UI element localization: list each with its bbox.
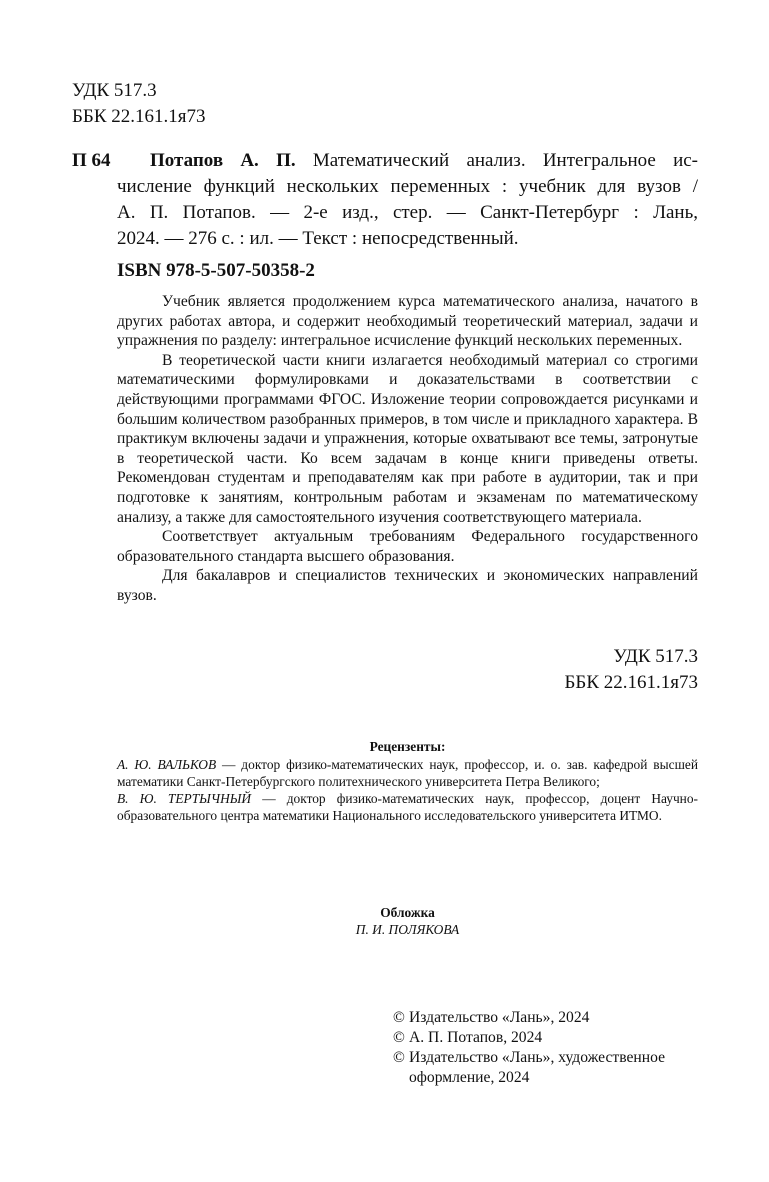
udk-code: УДК 517.3 xyxy=(613,646,698,667)
classification-top xyxy=(72,78,205,130)
bibliographic-entry xyxy=(72,148,698,252)
reviewer-name: В. Ю. ТЕРТЫЧНЫЙ xyxy=(117,791,252,806)
copyright-line xyxy=(393,1048,665,1068)
bbk-code: ББК 22.161.1я73 xyxy=(564,672,698,693)
author-mark: П 64 xyxy=(72,150,111,171)
author-name: Потапов А. П. xyxy=(150,150,296,171)
bbk-code: ББК 22.161.1я73 xyxy=(72,106,206,127)
annotation-paragraph: Соответствует актуальным требованиям Федерального государственного образовательного стандарта высшего образования. xyxy=(117,528,698,565)
copyright-text: А. П. Потапов, 2024 xyxy=(409,1029,543,1046)
reviewer-name: А. Ю. ВАЛЬКОВ xyxy=(117,757,217,772)
title-line-1: Математический анализ. Интегральное ис- xyxy=(312,150,699,171)
annotation-paragraph: В теоретической части книги излагается необходимый материал со строгими математическими формулировками и доказательствами в соответствии с действующими программами ФГОС. Изложение теории сопровождается рисунками и большим количеством разобранных примеров, в том числе и прикладного характера. В практикум включены задачи и упражнения, которые охватывают все темы, затронутые в теоретической части. Ко всем задачам в конце книги приведены ответы. Рекомендован студентам и преподавателям как при работе в аудитории, так и при подготовке к занятиям, контрольным работам и экзаменам по математическому анализу, а также для самостоятельного изучения соответствующего материала. xyxy=(117,351,698,526)
copyright-block xyxy=(393,1008,665,1088)
copyright-text: Издательство «Лань», художественное xyxy=(409,1049,666,1066)
cover-heading: Обложка xyxy=(380,905,435,920)
udk-code: УДК 517.3 xyxy=(72,80,157,101)
copyright-text-continued: оформление, 2024 xyxy=(409,1069,530,1086)
title-line-4: 2024. — 276 с. : ил. — Текст : непосредственный. xyxy=(117,228,519,249)
cover-designer: П. И. ПОЛЯКОВА xyxy=(355,922,460,937)
reviewer-description: — доктор физико-математических наук, профессор, доцент Научно-образовательного центра математики Национального исследовательского университета ИТМО. xyxy=(117,791,698,823)
title-line-3: А. П. Потапов. — 2-е изд., стер. — Санкт-Петербург : Лань, xyxy=(117,202,698,223)
copyright-symbol: © xyxy=(393,1029,405,1046)
annotation xyxy=(117,292,698,606)
reviewers-heading: Рецензенты: xyxy=(369,739,446,754)
copyright-symbol: © xyxy=(393,1009,405,1026)
copyright-line xyxy=(393,1028,665,1048)
reviewer-entry xyxy=(117,756,698,790)
annotation-paragraph: Учебник является продолжением курса математического анализа, начатого в других работах автора, и содержит необходимый теоретический материал, задачи и упражнения по разделу: интегральное исчисление функций нескольких переменных. xyxy=(117,293,698,350)
cover-credit xyxy=(117,904,698,938)
annotation-paragraph: Для бакалавров и специалистов технических и экономических направлений вузов. xyxy=(117,567,698,604)
title-line-2: числение функций нескольких переменных : учебник для вузов / xyxy=(117,176,698,197)
copyright-line xyxy=(393,1008,665,1028)
reviewers xyxy=(117,738,698,824)
reviewer-description: — доктор физико-математических наук, профессор, и. о. зав. кафедрой высшей математики Санкт-Петербургского политехнического университета Петра Великого; xyxy=(117,757,698,789)
copyright-text: Издательство «Лань», 2024 xyxy=(409,1009,590,1026)
classification-bottom xyxy=(565,644,698,696)
isbn: ISBN 978-5-507-50358-2 xyxy=(117,260,315,281)
copyright-symbol: © xyxy=(393,1049,405,1066)
reviewer-entry xyxy=(117,790,698,824)
